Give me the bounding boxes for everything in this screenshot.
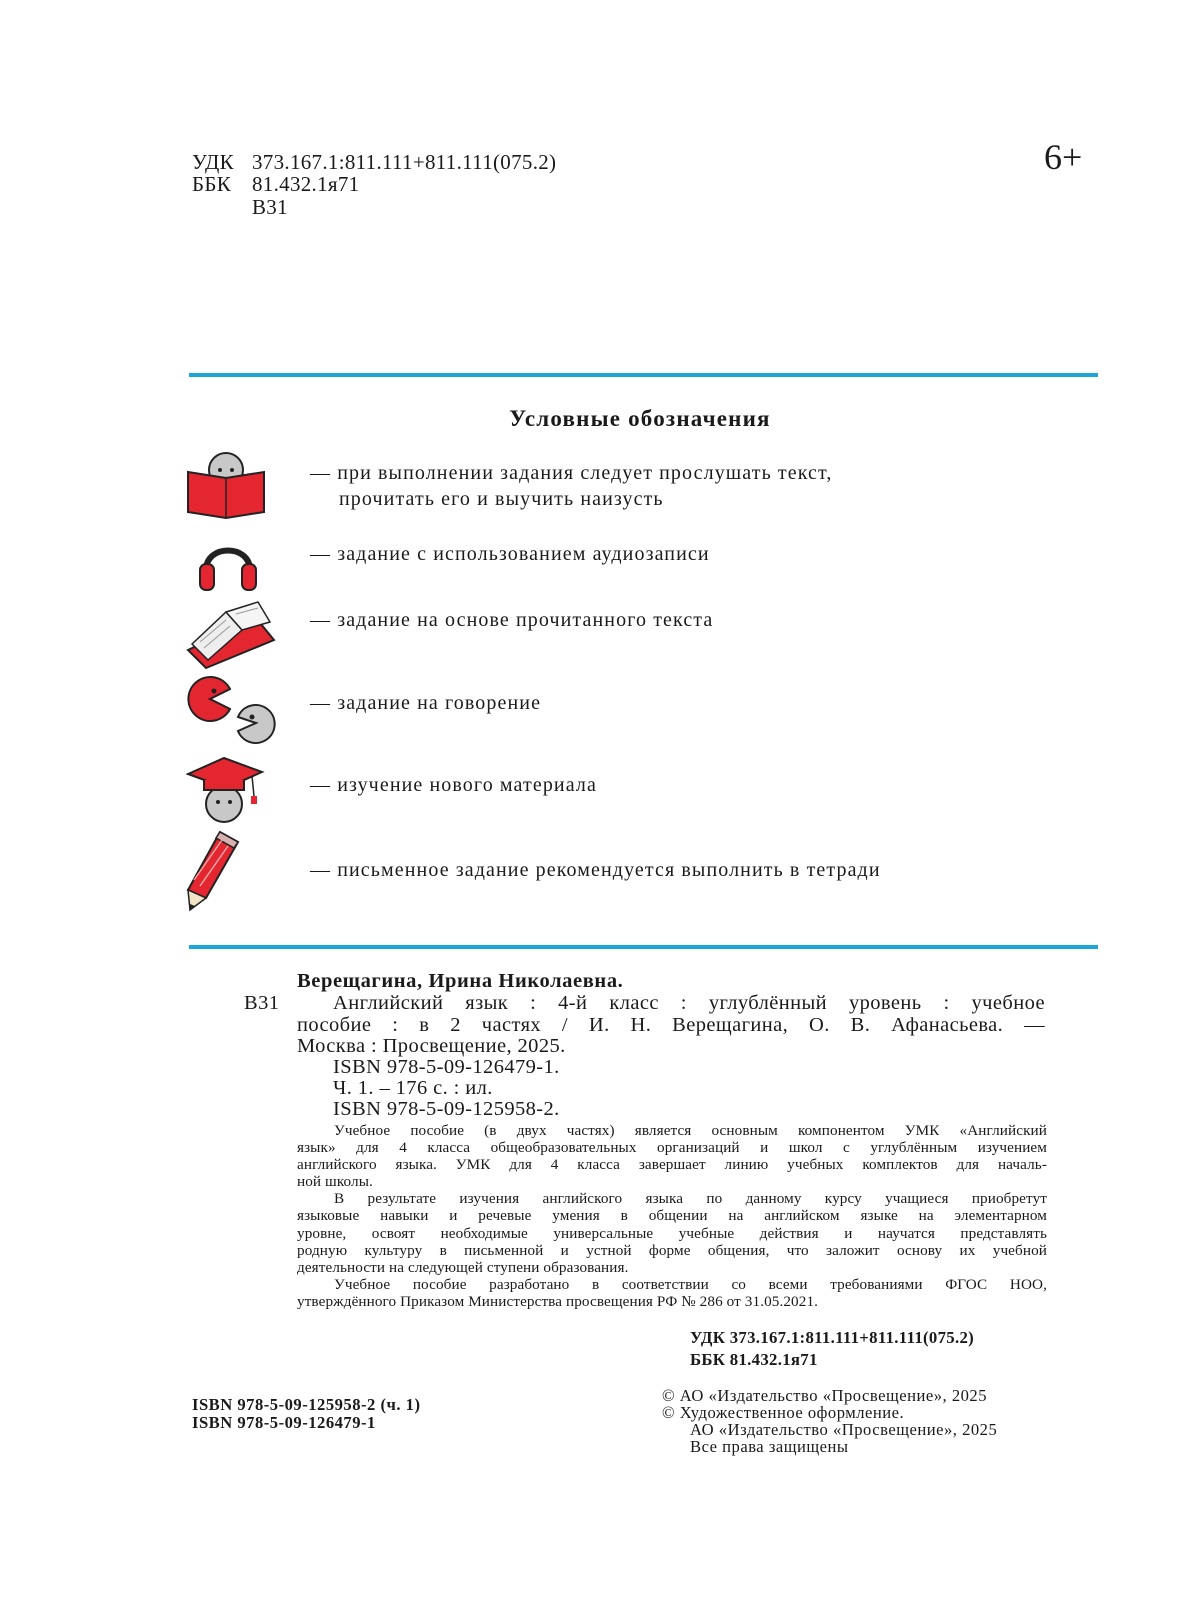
copyright-line-2: © Художественное оформление. (662, 1403, 905, 1422)
top-divider (189, 373, 1098, 377)
bbk-label: ББК (192, 172, 232, 196)
legend-title: Условные обозначения (509, 406, 771, 431)
legend-item-reading (310, 460, 832, 512)
headphones-icon (196, 530, 260, 599)
pencil-icon (186, 828, 246, 917)
isbn-part-1: ISBN 978-5-09-125958-2 (ч. 1) (192, 1395, 421, 1414)
legend-text-speaking: — задание на говорение (310, 692, 542, 714)
bbk-bottom: ББК 81.432.1я71 (690, 1350, 818, 1369)
bbk-value: 81.432.1я71 (252, 172, 360, 196)
copyright-line-1: © АО «Издательство «Просвещение», 2025 (662, 1386, 988, 1405)
bib-line-3: Москва : Просвещение, 2025. (297, 1035, 566, 1057)
udk-value: 373.167.1:811.111+811.111(075.2) (252, 150, 557, 174)
annotation-line: язык» для 4 класса общеобразовательных организаций и школ с углублённым изучением (297, 1139, 1047, 1157)
annotation-line: Учебное пособие (в двух частях) является основным компонентом УМК «Английский (334, 1122, 1047, 1139)
isbn-set: ISBN 978-5-09-126479-1 (192, 1413, 376, 1432)
bottom-divider (189, 945, 1098, 949)
annotation-line: утверждённого Приказом Министерства просвещения РФ № 286 от 31.05.2021. (297, 1292, 819, 1310)
legend-text-text-based: — задание на основе прочитанного текста (310, 609, 714, 631)
graduation-cap-icon (186, 752, 266, 832)
legend-text-audio: — задание с использованием аудиозаписи (310, 543, 710, 565)
annotation-line: Учебное пособие разработано в соответствии со всеми требованиями ФГОС НОО, (334, 1275, 1047, 1293)
bib-line-2: пособие : в 2 частях / И. Н. Верещагина, О. В. Афанасьева. — (297, 1014, 1045, 1036)
age-rating: 6+ (1044, 137, 1083, 177)
udk-label: УДК (192, 150, 234, 174)
udk-bottom: УДК 373.167.1:811.111+811.111(075.2) (690, 1328, 975, 1347)
bib-isbn-set: ISBN 978-5-09-126479-1. (333, 1056, 560, 1078)
annotation-line: деятельности на следующей ступени образования. (297, 1258, 629, 1276)
annotation-line: ной школы. (297, 1173, 373, 1191)
annotation-line: уровне, освоят необходимые универсальные учебные действия и научатся представлять (297, 1224, 1047, 1242)
bib-line-1: Английский язык : 4-й класс : углублённый уровень : учебное (333, 992, 1045, 1014)
bib-isbn-part: ISBN 978-5-09-125958-2. (333, 1098, 560, 1120)
legend-text-reading-1: — при выполнении задания следует прослушать текст, (310, 462, 833, 484)
annotation (297, 1122, 1047, 1310)
annotation-line: родную культуру в письменной и устной форме общения, что заложит основу их учебной (297, 1241, 1047, 1259)
bib-code: В31 (244, 992, 280, 1014)
legend-text-writing: — письменное задание рекомендуется выполнить в тетради (310, 859, 881, 881)
annotation-line: языковые навыки и речевые умения в общении на английском языке на элементарном (297, 1207, 1047, 1225)
legend-text-new-material: — изучение нового материала (310, 774, 597, 796)
speaking-faces-icon (186, 675, 278, 752)
bbk-header (192, 172, 359, 197)
author-code: В31 (252, 195, 288, 219)
legend-text-reading-2: прочитать его и выучить наизусть (339, 488, 664, 510)
reading-book-icon (186, 450, 266, 525)
copyright-line-3: АО «Издательство «Просвещение», 2025 (690, 1420, 998, 1439)
author-name: Верещагина, Ирина Николаевна. (297, 970, 624, 992)
bib-part: Ч. 1. – 176 с. : ил. (333, 1077, 493, 1099)
open-book-icon (186, 600, 276, 675)
annotation-line: В результате изучения английского языка по данному курсу учащиеся приобретут (334, 1190, 1047, 1208)
copyright-line-4: Все права защищены (690, 1437, 849, 1456)
annotation-line: английского языка. УМК для 4 класса завершает линию учебных комплектов для началь- (297, 1156, 1047, 1174)
